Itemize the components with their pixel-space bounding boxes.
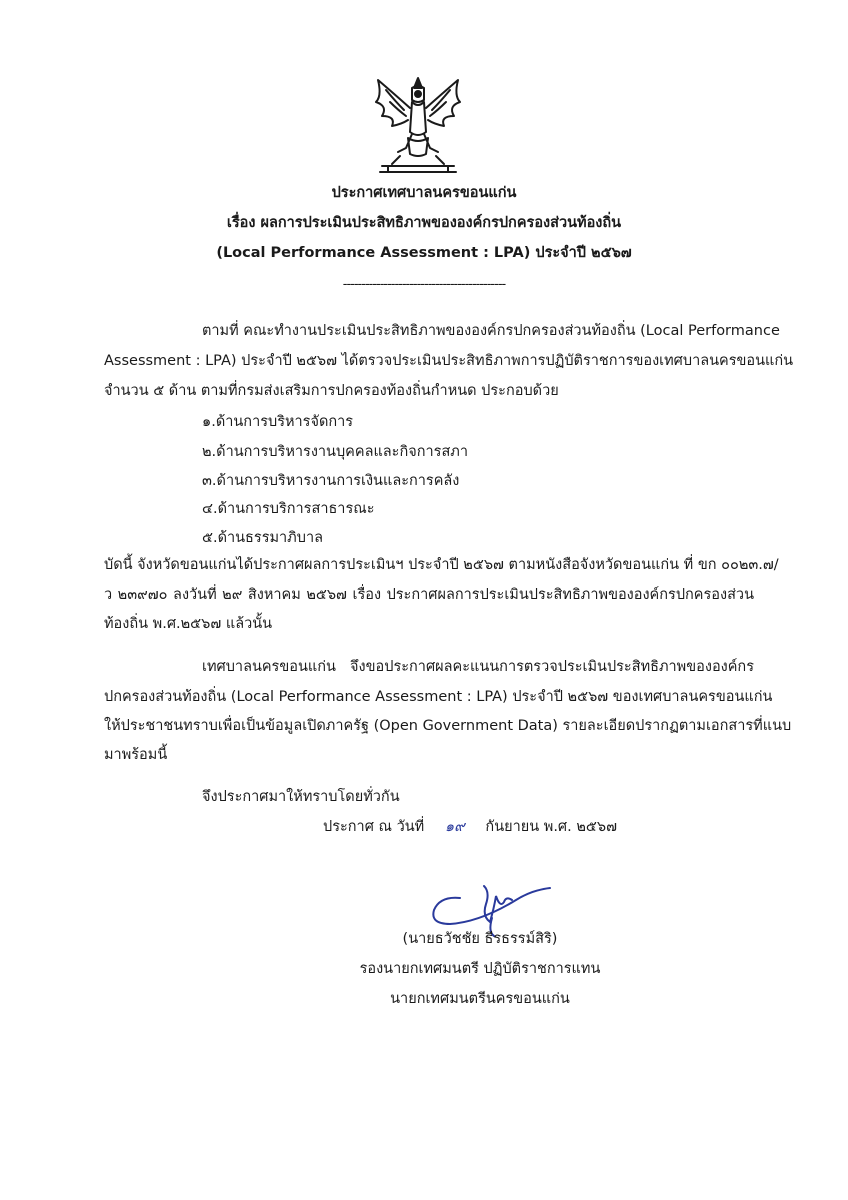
list-item: ๓.ด้านการบริหารงานการเงินและการคลัง: [202, 473, 460, 489]
list-item: ๔.ด้านการบริการสาธารณะ: [202, 501, 375, 517]
paragraph-3-line-2: ปกครองส่วนท้องถิ่น (Local Performance Assessment : LPA) ประจำปี ๒๕๖๗ ของเทศบาลนครขอนแก่น: [104, 689, 773, 705]
paragraph-3-line-4: มาพร้อมนี้: [104, 747, 168, 763]
announcement-subject: เรื่อง ผลการประเมินประสิทธิภาพขององค์กรปกครองส่วนท้องถิ่น: [226, 215, 622, 231]
paragraph-2-line-2: ว ๒๓๙๗๐ ลงวันที่ ๒๙ สิงหาคม ๒๕๖๗ เรื่อง ประกาศผลการประเมินประสิทธิภาพขององค์กรปกครองส่วน: [104, 587, 754, 603]
list-item: ๕.ด้านธรรมาภิบาล: [202, 530, 323, 546]
paragraph-3-line-1: เทศบาลนครขอนแก่น จึงขอประกาศผลคะแนนการตรวจประเมินประสิทธิภาพขององค์กร: [202, 659, 754, 675]
paragraph-1-line-2: Assessment : LPA) ประจำปี ๒๕๖๗ ได้ตรวจประเมินประสิทธิภาพการปฏิบัติราชการของเทศบาลนครขอนแก่น: [104, 353, 794, 369]
paragraph-3-line-3: ให้ประชาชนทราบเพื่อเป็นข้อมูลเปิดภาครัฐ (Open Government Data) รายละเอียดปรากฏตามเอกสารที่แนบ: [104, 718, 792, 734]
announcement-subject-en: (Local Performance Assessment : LPA) ประจำปี ๒๕๖๗: [216, 245, 632, 261]
list-item: ๑.ด้านการบริหารจัดการ: [202, 414, 354, 430]
paragraph-1-line-1: ตามที่ คณะทำงานประเมินประสิทธิภาพขององค์กรปกครองส่วนท้องถิ่น (Local Performance: [202, 323, 780, 339]
paragraph-1-line-3: จำนวน ๕ ด้าน ตามที่กรมส่งเสริมการปกครองท้องถิ่นกำหนด ประกอบด้วย: [104, 383, 559, 399]
date-day: ๑๙: [444, 819, 465, 835]
paragraph-2-line-1: บัดนี้ จังหวัดขอนแก่นได้ประกาศผลการประเมินฯ ประจำปี ๒๕๖๗ ตามหนังสือจังหวัดขอนแก่น ที่ ขก ๐๐๒๓.๗/: [104, 557, 779, 573]
announcement-title: ประกาศเทศบาลนครขอนแก่น: [331, 185, 517, 201]
date-prefix: ประกาศ ณ วันที่: [323, 819, 425, 835]
garuda-emblem-icon: [368, 72, 468, 182]
signer-name: (นายธวัชชัย ธีรธรรม์สิริ): [402, 931, 558, 947]
paragraph-2-line-3: ท้องถิ่น พ.ศ.๒๕๖๗ แล้วนั้น: [104, 616, 273, 632]
title-divider: --------------------------------------------: [342, 277, 506, 292]
announcement-date: [323, 820, 617, 835]
date-suffix: กันยายน พ.ศ. ๒๕๖๗: [485, 819, 617, 835]
list-item: ๒.ด้านการบริหารงานบุคคลและกิจการสภา: [202, 444, 469, 460]
signer-position: รองนายกเทศมนตรี ปฏิบัติราชการแทน: [359, 961, 601, 977]
signer-organization: นายกเทศมนตรีนครขอนแก่น: [390, 991, 570, 1007]
closing-statement: จึงประกาศมาให้ทราบโดยทั่วกัน: [202, 789, 400, 805]
handwritten-signature-icon: [420, 878, 560, 938]
